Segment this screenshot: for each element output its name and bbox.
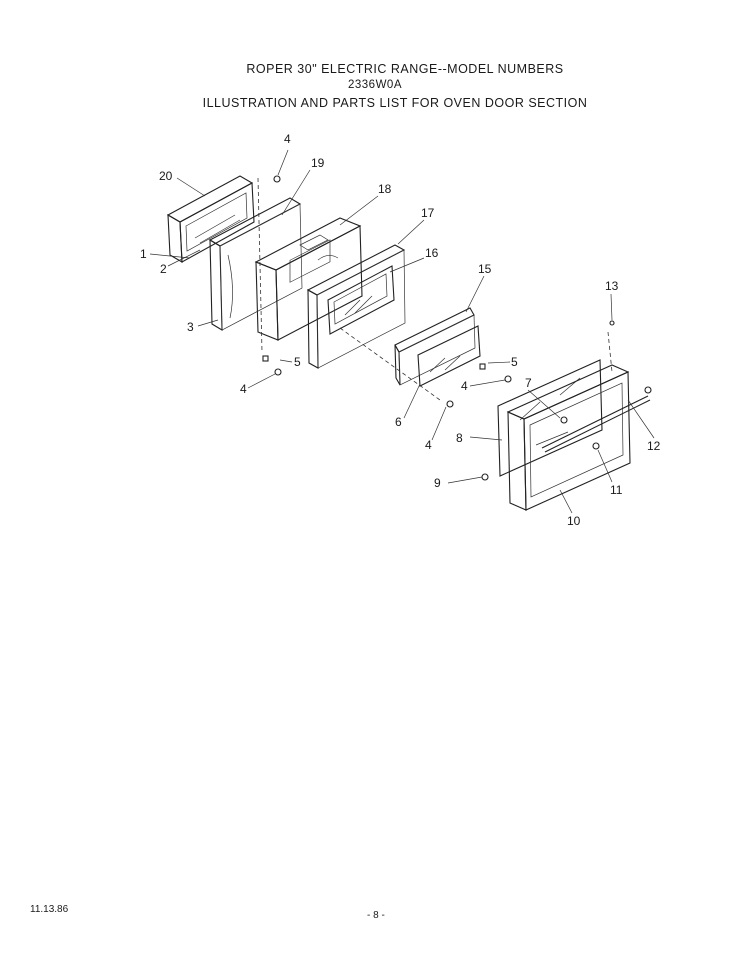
callout-13: 13: [605, 279, 619, 293]
callout-4-low: 4: [425, 438, 432, 452]
callout-11: 11: [610, 483, 623, 497]
callout-19: 19: [311, 156, 325, 170]
callout-numbers: [140, 132, 661, 528]
callout-18: 18: [378, 182, 392, 196]
callout-8: 8: [456, 431, 463, 445]
page-title: ROPER 30" ELECTRIC RANGE--MODEL NUMBERS: [246, 62, 564, 76]
callout-7: 7: [525, 376, 532, 390]
part-20-inner-door-frame: [168, 176, 254, 262]
part-17-inner-panel: [308, 245, 405, 368]
callout-4-top: 4: [284, 132, 291, 146]
callout-5-right: 5: [511, 355, 518, 369]
callout-9: 9: [434, 476, 441, 490]
callout-15: 15: [478, 262, 492, 276]
part-8-outer-glass: [498, 360, 602, 476]
part-6-inner-glass: [418, 326, 480, 386]
callout-10: 10: [567, 514, 581, 528]
page-subtitle: ILLUSTRATION AND PARTS LIST FOR OVEN DOOR SECTION: [202, 96, 588, 110]
callout-4-mid: 4: [461, 379, 468, 393]
callout-3: 3: [187, 320, 194, 334]
callout-16: 16: [425, 246, 439, 260]
alignment-line: [258, 178, 262, 352]
part-12-handle: [542, 387, 651, 452]
callout-20: 20: [159, 169, 173, 183]
callout-1: 1: [140, 247, 147, 261]
callout-17: 17: [421, 206, 435, 220]
callout-5-left: 5: [294, 355, 301, 369]
part-18-insulation: [256, 218, 362, 340]
model-number: 2336W0A: [347, 79, 402, 91]
callout-4-left: 4: [240, 382, 247, 396]
page-number: - 8 -: [367, 910, 385, 921]
callout-6: 6: [395, 415, 402, 429]
print-date: 11.13.86: [30, 904, 69, 915]
callout-12: 12: [647, 439, 661, 453]
callout-2: 2: [160, 262, 167, 276]
